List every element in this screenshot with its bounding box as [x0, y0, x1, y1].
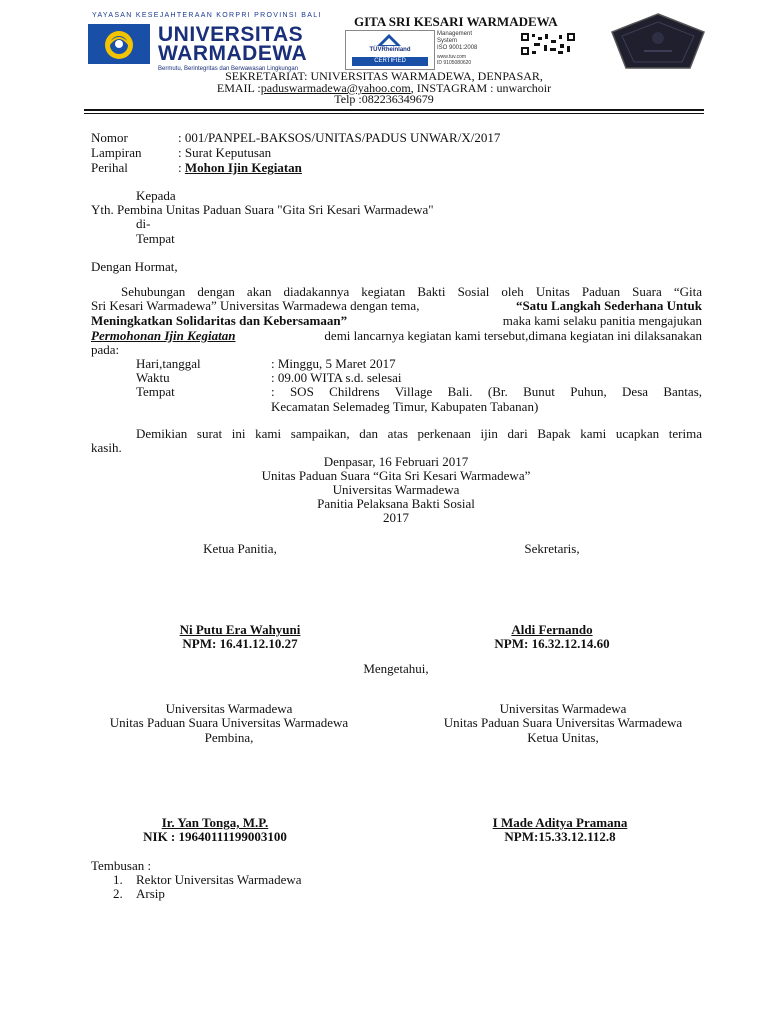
ketua-unitas-title: Ketua Unitas, — [527, 730, 599, 745]
pembina-university: Universitas Warmadewa — [165, 701, 293, 716]
phone-line: Telp :082236349679 — [334, 92, 434, 106]
hari-value: : Minggu, 5 Maret 2017 — [271, 356, 396, 371]
header-divider — [84, 109, 704, 111]
permohonan-phrase: Permohonan Ijin Kegiatan — [91, 328, 236, 343]
tembusan-label: Tembusan : — [91, 858, 152, 873]
perihal-value: Mohon Ijin Kegiatan — [184, 160, 302, 175]
certification-badge — [345, 30, 435, 70]
qr-code-icon — [520, 32, 576, 56]
mengetahui: Mengetahui, — [363, 661, 429, 676]
closing-line-1: Demikian surat ini kami sampaikan, dan atas perkenaan ijin dari Bapak kami ucapkan terima — [136, 426, 702, 441]
tembusan-item-2: Arsip — [136, 886, 165, 901]
greeting: Dengan Hormat, — [91, 259, 178, 274]
recipient-tempat: Tempat — [136, 231, 175, 246]
sekretaris-name: Aldi Fernando — [511, 622, 593, 637]
perihal-colon: : — [178, 160, 185, 175]
letterhead — [0, 0, 768, 106]
ketua-panitia-name: Ni Putu Era Wahyuni — [179, 622, 301, 637]
sekretaris-npm: NPM: 16.32.12.14.60 — [494, 636, 610, 651]
closing-line-2: kasih. — [91, 440, 122, 455]
date-year: 2017 — [383, 510, 409, 525]
foundation-name: YAYASAN KESEJAHTERAAN KORPRI PROVINSI BALI — [92, 12, 322, 19]
tempat-value-2: Kecamatan Selemadeg Timur, Kabupaten Tabanan) — [271, 399, 539, 414]
date-place: Denpasar, 16 Februari 2017 — [323, 454, 469, 469]
lampiran-label: Lampiran — [91, 145, 142, 160]
university-tagline: Bermutu, Berintegritas dan Berwawasan Lingkungan — [158, 66, 299, 72]
perihal-label: Perihal — [91, 160, 128, 175]
cert-management: Management — [437, 31, 473, 37]
body-line-3 — [91, 313, 702, 328]
choir-name: GITA SRI KESARI WARMADEWA — [354, 14, 558, 29]
university-seal-icon — [88, 24, 150, 64]
tempat-value-1: : SOS Childrens Village Bali. (Br. Bunut Puhun, Desa Bantas, — [271, 384, 702, 399]
ketua-unitas-npm: NPM:15.33.12.112.8 — [504, 829, 616, 844]
instagram-info: , INSTAGRAM : unwarchoir — [410, 81, 552, 95]
date-university: Universitas Warmadewa — [332, 482, 460, 497]
university-name-line1: UNIVERSITAS — [158, 23, 304, 46]
cert-url: www.tuv.com — [437, 54, 467, 60]
pembina-name: Ir. Yan Tonga, M.P. — [161, 815, 269, 830]
body-line-4 — [91, 328, 702, 343]
ketua-unitas-org: Unitas Paduan Suara Universitas Warmadewa — [443, 715, 683, 730]
tempat-label: Tempat — [136, 384, 175, 399]
sekretaris-title: Sekretaris, — [524, 541, 580, 556]
perihal-row — [178, 160, 302, 175]
header-divider-thin — [84, 113, 704, 114]
nomor-value: : 001/PANPEL-BAKSOS/UNITAS/PADUS UNWAR/X/2017 — [178, 130, 501, 145]
waktu-label: Waktu — [136, 370, 170, 385]
cert-id: ID 9105080620 — [437, 60, 472, 66]
body-line-3b: maka kami selaku panitia mengajukan — [502, 313, 702, 328]
cert-system: System — [437, 38, 458, 44]
recipient-di: di- — [136, 216, 151, 231]
hari-label: Hari,tanggal — [136, 356, 201, 371]
email-link[interactable]: paduswarmadewa@yahoo.com — [260, 81, 411, 95]
body-line-1: Sehubungan dengan akan diadakannya kegiatan Bakti Sosial oleh Unitas Paduan Suara “Gita — [121, 284, 702, 299]
tembusan-number-2: 2. — [113, 886, 123, 901]
cert-brand: TÜVRheinland — [369, 47, 411, 53]
tembusan-item-1: Rektor Universitas Warmadewa — [136, 872, 302, 887]
body-line-2a: Sri Kesari Warmadewa” Universitas Warmadewa dengan tema, — [91, 298, 420, 313]
pembina-nik: NIK : 19640111199003100 — [143, 829, 287, 844]
date-committee: Panitia Pelaksana Bakti Sosial — [317, 496, 475, 511]
nomor-label: Nomor — [91, 130, 128, 145]
waktu-value: : 09.00 WITA s.d. selesai — [271, 370, 402, 385]
secretariat-address: SEKRETARIAT: UNIVERSITAS WARMADEWA, DENPASAR, — [225, 69, 543, 83]
cert-status: CERTIFIED — [352, 57, 428, 66]
cert-iso: ISO 9001:2008 — [437, 45, 478, 51]
university-name-line2: WARMADEWA — [158, 42, 308, 65]
pembina-title: Pembina, — [204, 730, 254, 745]
theme-part-2: Meningkatkan Solidaritas dan Kebersamaan” — [91, 313, 348, 328]
recipient-kepada: Kepada — [136, 188, 176, 203]
ketua-panitia-npm: NPM: 16.41.12.10.27 — [182, 636, 298, 651]
ketua-unitas-name: I Made Aditya Pramana — [492, 815, 628, 830]
pembina-org: Unitas Paduan Suara Universitas Warmadewa — [109, 715, 349, 730]
choir-pentagon-emblem-icon — [610, 12, 706, 70]
body-line-5: pada: — [91, 342, 120, 357]
body-line-2 — [91, 298, 702, 313]
recipient-yth: Yth. Pembina Unitas Paduan Suara "Gita Sri Kesari Warmadewa" — [91, 202, 434, 217]
ketua-unitas-university: Universitas Warmadewa — [499, 701, 627, 716]
ketua-panitia-title: Ketua Panitia, — [203, 541, 277, 556]
theme-part-1: “Satu Langkah Sederhana Untuk — [515, 298, 702, 313]
email-label: EMAIL : — [216, 81, 261, 95]
body-line-4b: demi lancarnya kegiatan kami tersebut,dimana kegiatan ini dilaksanakan — [324, 328, 702, 343]
tembusan-number-1: 1. — [113, 872, 123, 887]
lampiran-value: : Surat Keputusan — [178, 145, 272, 160]
date-org: Unitas Paduan Suara “Gita Sri Kesari Warmadewa” — [261, 468, 531, 483]
